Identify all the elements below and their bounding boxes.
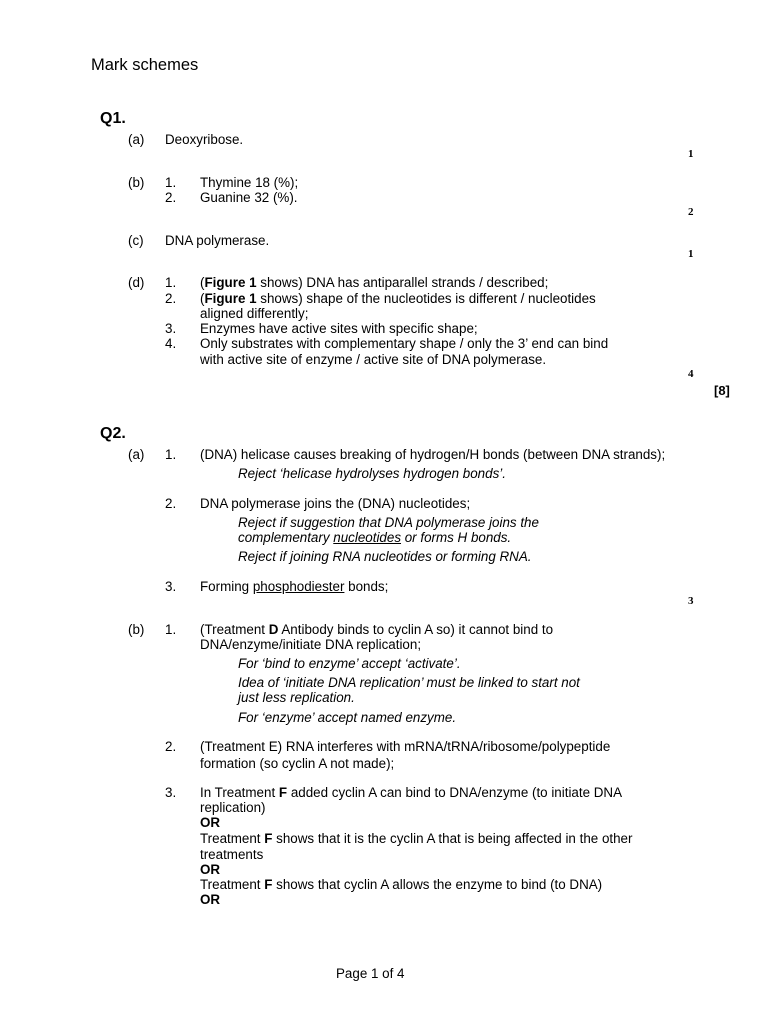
q1d-item-4: Only substrates with complementary shape / only the 3’ end can bind (200, 336, 609, 351)
q2b-or-1: OR (200, 815, 221, 830)
q2b-item-1-num: 1. (165, 622, 177, 637)
q2b-or-2: OR (200, 862, 221, 877)
q2b-item-2: (Treatment E) RNA interferes with mRNA/tRNA/ribosome/polypeptide (200, 739, 611, 754)
q1-total-marks: [8] (714, 383, 730, 398)
q1d-item-2-continued: aligned differently; (200, 306, 309, 321)
q2a-item-3-num: 3. (165, 579, 177, 594)
page-title: Mark schemes (91, 56, 199, 74)
q2a-item-2-note-2: complementary nucleotides or forms H bonds. (238, 530, 512, 545)
q1a-answer: Deoxyribose. (165, 132, 244, 147)
q2a-item-2-note-3: Reject if joining RNA nucleotides or forming RNA. (238, 549, 532, 564)
q1c-part: (c) (128, 233, 144, 248)
q2b-item-3-line-1: In Treatment F added cyclin A can bind to DNA/enzyme (to initiate DNA (200, 785, 623, 800)
q1d-item-4-num: 4. (165, 336, 177, 351)
q2a-item-1-num: 1. (165, 447, 177, 462)
q1d-mark: 4 (688, 368, 694, 380)
question-1-label: Q1. (100, 110, 126, 127)
q1a-mark: 1 (688, 148, 694, 160)
q2a-item-1-note: Reject ‘helicase hydrolyses hydrogen bonds’. (238, 466, 506, 481)
q2b-part: (b) (128, 622, 145, 637)
q1c-mark: 1 (688, 248, 694, 260)
q2b-item-1-note-4: For ‘enzyme’ accept named enzyme. (238, 710, 457, 725)
q2b-item-3-num: 3. (165, 785, 177, 800)
q2b-item-1: (Treatment D Antibody binds to cyclin A so) it cannot bind to (200, 622, 554, 637)
q2b-item-3-line-3: Treatment F shows that it is the cyclin A that is being affected in the other (200, 831, 633, 846)
q2b-item-1-note-1: For ‘bind to enzyme’ accept ‘activate’. (238, 656, 461, 671)
q2b-item-2-num: 2. (165, 739, 177, 754)
q2a-mark: 3 (688, 595, 694, 607)
q2a-item-3: Forming phosphodiester bonds; (200, 579, 389, 594)
q2b-item-2-continued: formation (so cyclin A not made); (200, 756, 395, 771)
q1d-item-3-num: 3. (165, 321, 177, 336)
q1d-item-1-num: 1. (165, 275, 177, 290)
q1b-item-1: Thymine 18 (%); (200, 175, 299, 190)
q1b-item-1-num: 1. (165, 175, 177, 190)
question-2-label: Q2. (100, 425, 126, 442)
q1a-part: (a) (128, 132, 145, 147)
q2a-item-2-num: 2. (165, 496, 177, 511)
q1d-item-2: (Figure 1 shows) shape of the nucleotides is different / nucleotides (200, 291, 596, 306)
q2b-item-1-continued: DNA/enzyme/initiate DNA replication; (200, 637, 422, 652)
q1d-item-4-continued: with active site of enzyme / active site of DNA polymerase. (200, 352, 547, 367)
q1d-part: (d) (128, 275, 145, 290)
q1b-item-2: Guanine 32 (%). (200, 190, 298, 205)
q1d-item-3: Enzymes have active sites with specific shape; (200, 321, 478, 336)
q1b-mark: 2 (688, 206, 694, 218)
q2a-part: (a) (128, 447, 145, 462)
q2b-item-3-line-4: treatments (200, 847, 264, 862)
q2a-item-1: (DNA) helicase causes breaking of hydrogen/H bonds (between DNA strands); (200, 447, 666, 462)
q2b-or-3: OR (200, 892, 221, 907)
q1b-part: (b) (128, 175, 145, 190)
q2b-item-1-note-3: just less replication. (238, 690, 355, 705)
q1b-item-2-num: 2. (165, 190, 177, 205)
q2b-item-1-note-2: Idea of ‘initiate DNA replication’ must be linked to start not (238, 675, 580, 690)
q1d-item-2-num: 2. (165, 291, 177, 306)
page-number: Page 1 of 4 (336, 966, 405, 981)
q2b-item-3-line-2: replication) (200, 800, 266, 815)
q2a-item-2: DNA polymerase joins the (DNA) nucleotides; (200, 496, 471, 511)
q1c-answer: DNA polymerase. (165, 233, 270, 248)
q1d-item-1: (Figure 1 shows) DNA has antiparallel strands / described; (200, 275, 549, 290)
q2b-item-3-line-5: Treatment F shows that cyclin A allows the enzyme to bind (to DNA) (200, 877, 603, 892)
q2a-item-2-note-1: Reject if suggestion that DNA polymerase joins the (238, 515, 539, 530)
